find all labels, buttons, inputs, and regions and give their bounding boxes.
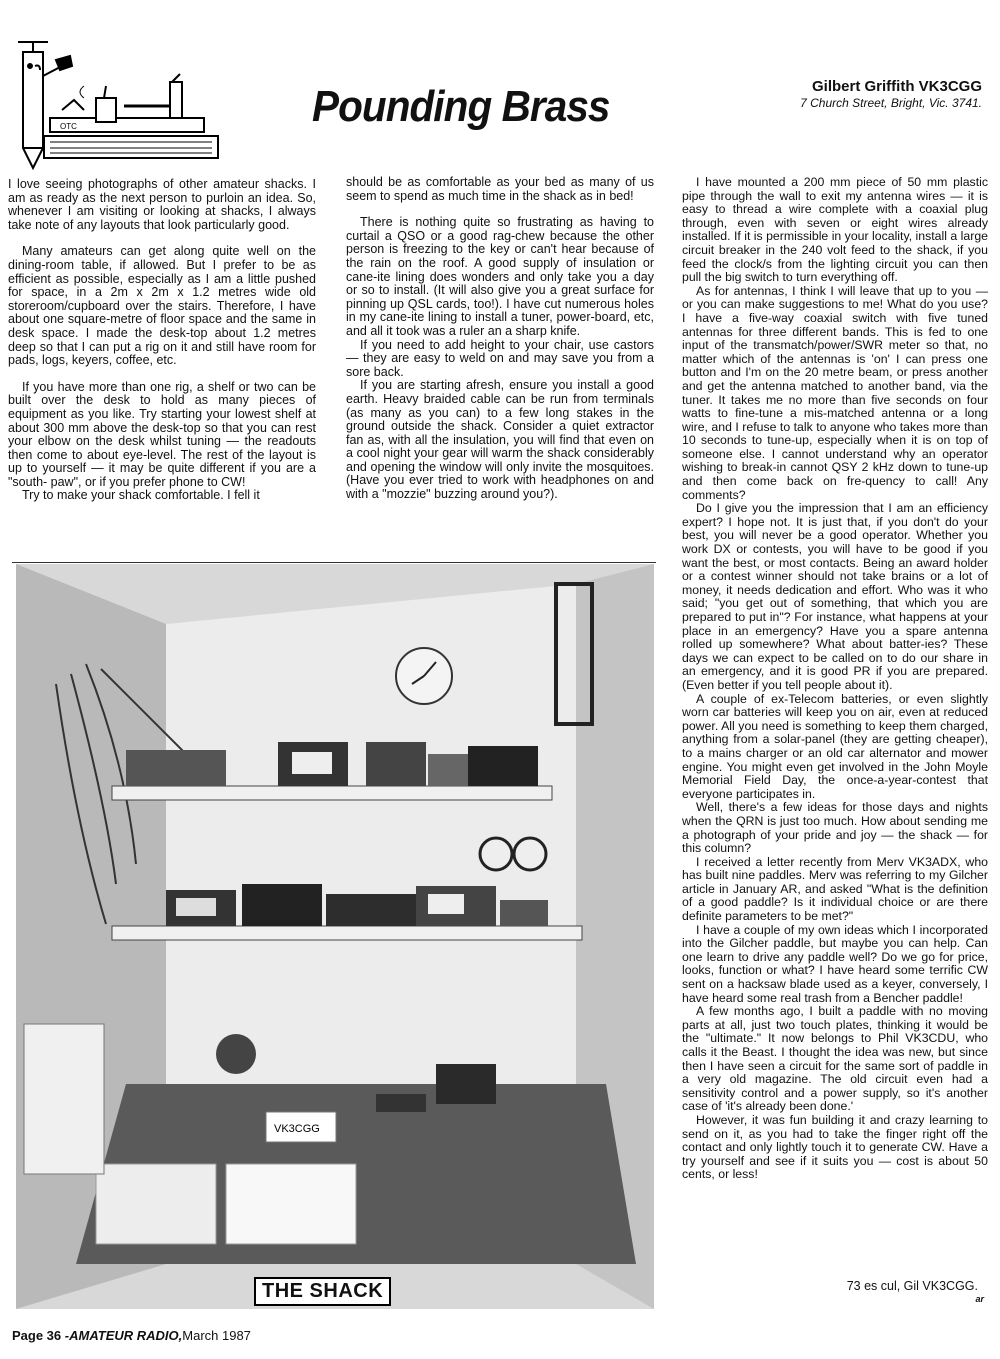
issue-date: March 1987 [182, 1328, 251, 1343]
paragraph: A couple of ex-Telecom batteries, or even slightly worn car batteries will keep you on air, even at reduced power. All you need is something to keep them charged, anything from a solar-panel (they are getting cheaper), to a mains charger or an old car alternator and mower engine. You might even get involved in the John Moyle Memorial Field Day, the once-a-year-contest that everyone participates in. [682, 691, 988, 801]
publication-name: -AMATEUR RADIO, [64, 1328, 183, 1343]
paragraph: I received a letter recently from Merv VK3ADX, who has built nine paddles. Merv was referring to my Gilcher article in January AR, and asked "What is the definition of a good paddle? Is it individual choice or are there definite parameters to be met?" [682, 854, 988, 924]
page-number: Page 36 [12, 1328, 62, 1343]
photo-caption: THE SHACK [254, 1277, 391, 1306]
text-column-1 [8, 178, 316, 503]
paragraph: A few months ago, I built a paddle with no moving parts at all, just two touch plates, thinking it would be the "ultimate." It now belongs to Phil VK3CDU, who calls it the Beast. I thought the idea was new, but since then I have seen a circuit for the same sort of paddle in a very old magazine. The old circuit even had a sensitivity control and a power supply, so it's another case of 'it's already been done.' [682, 1004, 988, 1114]
author-address: 7 Church Street, Bright, Vic. 3741. [800, 96, 982, 110]
page-footer [12, 1328, 251, 1343]
paragraph: I love seeing photographs of other amateur shacks. I am as ready as the next person to purloin an idea. So, whenever I am visiting or looking at shacks, I always take note of any layouts that look particularly good. [8, 177, 316, 232]
page-title: Pounding Brass [312, 82, 610, 131]
paragraph: should be as comfortable as your bed as many of us seem to spend as much time in the shack as in bed! [346, 175, 654, 203]
text-column-3 [682, 176, 988, 1182]
shack-photo [16, 564, 654, 1309]
paragraph: If you need to add height to your chair, use castors — they are easy to weld on and may save you from a sore back. [346, 337, 654, 379]
paragraph: If you have more than one rig, a shelf or two can be built over the desk to hold as many pieces of equipment as you like. Try starting your lowest shelf at about 300 mm above the desk-top so that you can rest your elbow on the desk whilst tuning — the readouts then come to about eye-level. The rest of the layout is up to yourself — it may be quite different if you are a "south- paw", or if you prefer phone to CW! [8, 379, 316, 489]
paragraph: Many amateurs can get along quite well on the dining-room table, if allowed. But I prefer to be as efficient as possible, especially as I am a little pushed for space, in a 2m x 2m x 1.2 metres wide old storeroom/cupboard over the stairs. Therefore, I have about one square-metre of floor space and the same in desk space. I made the desk-top about 1.2 metres deep so that I can put a rig on it and still have room for pads, logs, keyers, coffee, etc. [8, 244, 316, 368]
paragraph: As for antennas, I think I will leave that up to you — or you can make suggestions to me! What do you use? I have a five-way coaxial switch with five tuned antennas for three different bands. This is fed to one input of the transmatch/power/SWR meter so that, no matter which of the antennas is 'on' I can press one button and I'm on the 20 metre beam, or press another and get the antenna matched to another band, via the tuner. It takes me no more than five seconds on four watts to fine-tune a mis-matched antenna or a long wire, and I refuse to talk to anyone who takes more than 10 seconds to tune-up, especially when it is on top of someone else. I cannot understand why an operator wishing to break-in cannot QSY 2 kHz down to tune-up and then come back on fre-quency to call! Any comments? [682, 283, 988, 502]
author-name: Gilbert Griffith VK3CGG [811, 78, 982, 95]
paragraph: Do I give you the impression that I am an efficiency expert? I hope not. It is just that, if you don't do your best, you will never be a good operator. Whether you work DX or contests, you will have to be good if you want the best, or most contacts. Being an award holder or a contest winner should not take brains or a lot of money, it needs dedication and effort. Who was it who said; "you get out of something, that which you are prepared to put in"? For instance, what happens at your place in an emergency? Have you a spare antenna rolled up somewhere? What about batter-ies? These days we can expect to be called on to do our share in an emergency, and it is good PR if you are prepared. (Even better if you tell people about it). [682, 501, 988, 692]
logo-text: OTC [60, 122, 77, 131]
paragraph: However, it was fun building it and crazy learning to send on it, as you had to take the finger right off the contact and only lightly touch it to generate CW. Have a try yourself and see if it suits you — cost is about 50 cents, or less! [682, 1112, 988, 1182]
paragraph: Try to make your shack comfortable. I fell it [22, 488, 260, 503]
signoff: 73 es cul, Gil VK3CGG. [846, 1279, 978, 1293]
cartoon-logo-icon [4, 36, 234, 180]
paragraph: Well, there's a few ideas for those days and nights when the QRN is just too much. How about sending me a photograph of your pride and joy — the shack — for this column? [682, 800, 988, 856]
paragraph: If you are starting afresh, ensure you install a good earth. Heavy braided cable can be run from terminals (as many as you can) to a few long stakes in the ground outside the shack. Consider a quiet extractor fan as, with all the insulation, you will find that even on a cool night your gear will warm the shack considerably and opening the window will only invite the mosquitoes. (Have you ever tried to work with headphones on and with a "mozzie" buzzing around you?). [346, 378, 654, 502]
paragraph: I have mounted a 200 mm piece of 50 mm plastic pipe through the wall to exit my antenna wires — it is easy to thread a wire complete with a coaxial plug through, even with seven or eight wires already installed. If it is permissible in your locality, install a large circuit breaker in the 240 volt feed to the shack, if you feed the clock/s from the lighting circuit you can then pull the big switch to turn everything off. [682, 175, 988, 285]
paragraph: I have a couple of my own ideas which I incorporated into the Gilcher paddle, but maybe you can help. Can one learn to drive any paddle well? Do we go for price, looks, function or what? I have heard some terrific CW sent on a hacksaw blade used as a keyer, conversely, I have heard some real trash from a Bencher paddle! [682, 922, 988, 1005]
end-mark: ar [975, 1294, 984, 1304]
section-divider [12, 562, 656, 563]
paragraph: There is nothing quite so frustrating as having to curtail a QSO or a good rag-chew because the other person is freezing to the key or can't hear because of the rain on the roof. A good supply of insulation or cane-ite lining does wonders and only take you a day or so to install. (It will also give you a great surface for pinning up QSL cards, too!). I have cut numerous holes in my cane-ite lining to install a tuner, power-board, etc, and all it took was a ruler an a sharp knife. [346, 215, 654, 338]
callsign-card: VK3CGG [274, 1123, 320, 1135]
text-column-2 [346, 176, 654, 502]
